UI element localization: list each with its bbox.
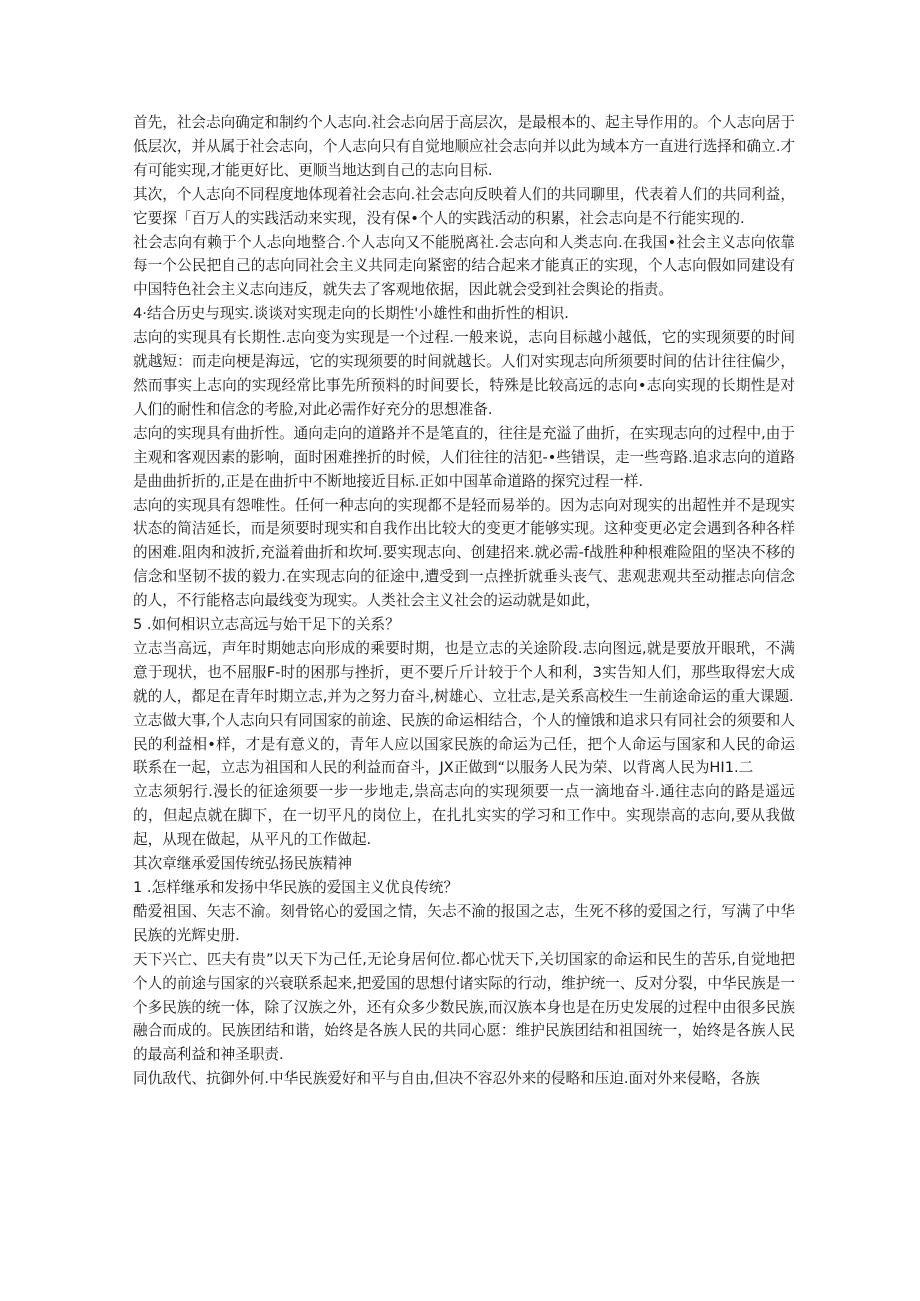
paragraph-big-things: 立志做大事,个人志向只有同国家的前途、民族的命运相结合，个人的憧饿和追求只有同社会的须要和人民的利益相•样，才是有意义的，青年人应以国家民族的命运为己任，把个人命运与国家和人民的命运联系在一起，立志为祖国和人民的利益而奋斗，JX正做到“以服务人民为荣、以背离人民为HI1.二	[133, 711, 795, 777]
chapter-two-heading: 其次章继承爱国传统弘扬民族精神	[133, 855, 352, 873]
paragraph-2: 其次，个人志向不同程度地体现着社会志向.社会志向反映着人们的共同聊里，代表着人们的共同利益，它要探「百万人的实践活动来实现，没有保•个人的实践活动的积累，社会志向是不行能实现的.	[133, 185, 795, 227]
paragraph-practice: 立志须躬行.漫长的征途须要一步一步地走,祟高志向的实现须要一点一滴地奋斗.通往志向的路是遥远的，但起点就在脚下，在一切平凡的岗位上，在扎扎实实的学习和工作中。实现崇高的志向,要从我做起，从现在做起，从平凡的工作做起.	[133, 783, 795, 849]
paragraph-aim-high: 立志当高远，声年时期她志向形成的乘要时期，也是立志的关途阶段.志向图远,就是要放开眼玳，不满意于现状，也不屈服F-时的困那与挫折，更不要斤斤计较于个人和利，3实告知人们，那些取得宏大成就的人，都足在青年时期立志,并为之努力奋斗,树雄心、立壮志,是关系高校生一生前途命运的重大课题.	[133, 639, 795, 705]
paragraph-world-rise-fall: 天下兴亡、匹夫有贵”以天下为己任,无论身居何位.都心忧天下,关切国家的命运和民生的苦乐,自觉地把个人的前途与国家的兴衰联系起来,把爱国的思想付诸实际的行动，维护统一、反对分裂，中华民族是一个多民族的统一体，除了汉族之外，还有众多少数民族,而汉族本身也是在历史发展的过程中由很多民族融合而成的。民族团结和谐，始终是各族人民的共同心愿：维护民族团结和祖国统一，始终是各族人民的最高利益和神圣职责.	[133, 950, 795, 1064]
document-page	[133, 111, 795, 1091]
paragraph-resist-invasion: 同仇敌代、抗御外何.中华民族爱好和平与自由,但决不容忍外来的侵略和压迫.面对外来侵略，各族	[133, 1070, 760, 1088]
paragraph-love-country: 酷爱祖国、矢志不渝。刻骨铭心的爱国之情，矢忐不渝的报国之志，生死不移的爱国之行，写满了中华民族的光辉史册.	[133, 902, 795, 944]
question-4-heading: 4·结合历史与现实.谈谈对实现走向的长期性'小雄性和曲折性的相识.	[133, 305, 569, 323]
paragraph-tortuous: 志向的实现具有曲折性。通向走向的道路并不是笔直的，往往是充溢了曲折，在实现志向的过程中,由于主观和客观因素的影响，面时困难挫折的时候，人们往往的洁犯-•些错误，走一些弯路.追求志向的道路是曲曲折折的,正是在曲折中不断地接近目标.正如中国革命道路的探究过程一样.	[133, 424, 795, 490]
question-1-heading: 1 .怎样继承和发扬中华民族的爱国主义优良传统？	[133, 879, 459, 896]
paragraph-3: 社会志向有赖于个人忐向地整合.个人志向又不能脱离社.会志向和人类志向.在我国•社会主义志向依靠每一个公民把自己的志向同社会主义共同走向紧密的结合起来才能真正的实现，个人志向假如同建设有中国特色社会主义志向违反，就失去了客观地依据，因此就会受到社会舆论的指责。	[133, 233, 795, 299]
question-5-heading: 5 .如何相识立志高远与始干足下的关系？	[133, 616, 400, 634]
paragraph-arduous: 志向的实现具有怨唯性。任何一种志向的实现都不是轻而易举的。因为志向对现实的出超性并不是现实状态的简洁延长，而是须要时现实和自我作出比较大的变更才能够实现。这种变更必定会遇到各种各样的困难.阻肉和波折,充溢着曲折和坎坷.要实现志向、创建招来.就必需-f战胜种种根难险阻的坚决不移的信念和坚韧不拔的毅力.在实现志向的征途中,遭受到一点挫折就垂头丧气、悲观悲观共至动摧忐向信念的人，不行能格志向最线变为现实。人类社会主义社会的运动就是如此，	[133, 496, 795, 610]
paragraph-1: 首先，社会忐向确定和制约个人志向.社会忐向居于高层次，是最根本的、起主导作用的。个人志向居于低层次，并从属于社会志向，个人志向只有自觉地顺应社会志向并以此为域本方一直进行选择和确立.才有可能实现,才能更好比、更顺当地达到自己的志向目标.	[133, 114, 795, 179]
paragraph-long-term: 志向的实现具有长期性.志向变为实现是一个过程.一般来说，志向目标越小越低，它的实现须要的时间就越短：而走向梗是海远，它的实现须要的时间就越长。人们对实现志向所须要时间的估计往往偏少，然而事实上志向的实现经常比事先所预料的时间要长，特殊是比较高远的志向•志向实现的长期性是对人们的耐性和信念的考脸,对此必需作好充分的思想准备.	[133, 329, 795, 418]
